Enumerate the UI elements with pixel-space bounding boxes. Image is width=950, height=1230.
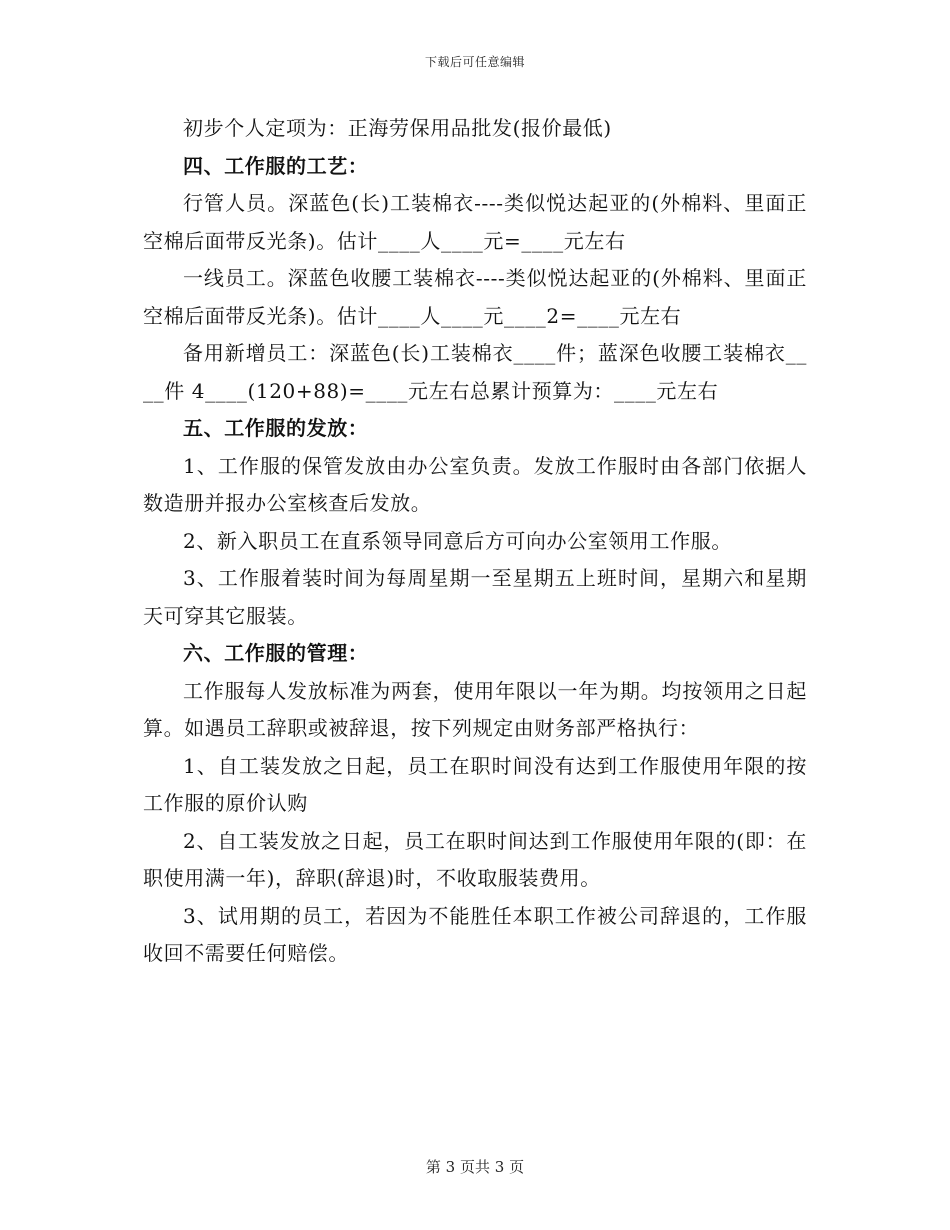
paragraph-distribution-2: 2、新入职员工在直系领导同意后方可向办公室领用工作服。 [183, 528, 732, 553]
paragraph-distribution-3: 3、工作服着装时间为每周星期一至星期五上班时间，星期六和星期天可穿其它服装。 [143, 566, 807, 628]
paragraph-management-2: 2、自工装发放之日起，员工在职时间达到工作服使用年限的(即：在职使用满一年)，辞职(辞退)时，不收取服装费用。 [143, 828, 807, 890]
paragraph-management-intro: 工作服每人发放标准为两套，使用年限以一年为期。均按领用之日起算。如遇员工辞职或被辞退，按下列规定由财务部严格执行： [143, 678, 807, 740]
paragraph-admin-staff: 行管人员。深蓝色(长)工装棉衣----类似悦达起亚的(外棉料、里面正空棉后面带反光条)。估计____人____元=____元左右 [143, 191, 807, 253]
paragraph-distribution-1: 1、工作服的保管发放由办公室负责。发放工作服时由各部门依据人数造册并报办公室核查后发放。 [143, 453, 807, 515]
paragraph-management-3: 3、试用期的员工，若因为不能胜任本职工作被公司辞退的，工作服收回不需要任何赔偿。 [143, 903, 807, 965]
paragraph-spare-new-staff: 备用新增员工：深蓝色(长)工装棉衣____件；蓝深色收腰工装棉衣____件 4____(120+88)=____元左右总累计预算为：____元左右 [143, 341, 807, 403]
paragraph-supplier: 初步个人定项为：正海劳保用品批发(报价最低) [183, 116, 612, 140]
section-heading-craft: 四、工作服的工艺： [183, 153, 369, 178]
document-body [143, 110, 807, 973]
page-footer: 第 3 页共 3 页 [425, 1158, 525, 1176]
paragraph-frontline-staff: 一线员工。深蓝色收腰工装棉衣----类似悦达起亚的(外棉料、里面正空棉后面带反光条)。估计____人____元____2=____元左右 [143, 266, 807, 328]
paragraph-management-1: 1、自工装发放之日起，员工在职时间没有达到工作服使用年限的按工作服的原价认购 [143, 753, 807, 815]
section-heading-management: 六、工作服的管理： [183, 641, 369, 665]
section-heading-distribution: 五、工作服的发放： [183, 416, 369, 440]
page-header: 下载后可任意编辑 [424, 55, 525, 69]
